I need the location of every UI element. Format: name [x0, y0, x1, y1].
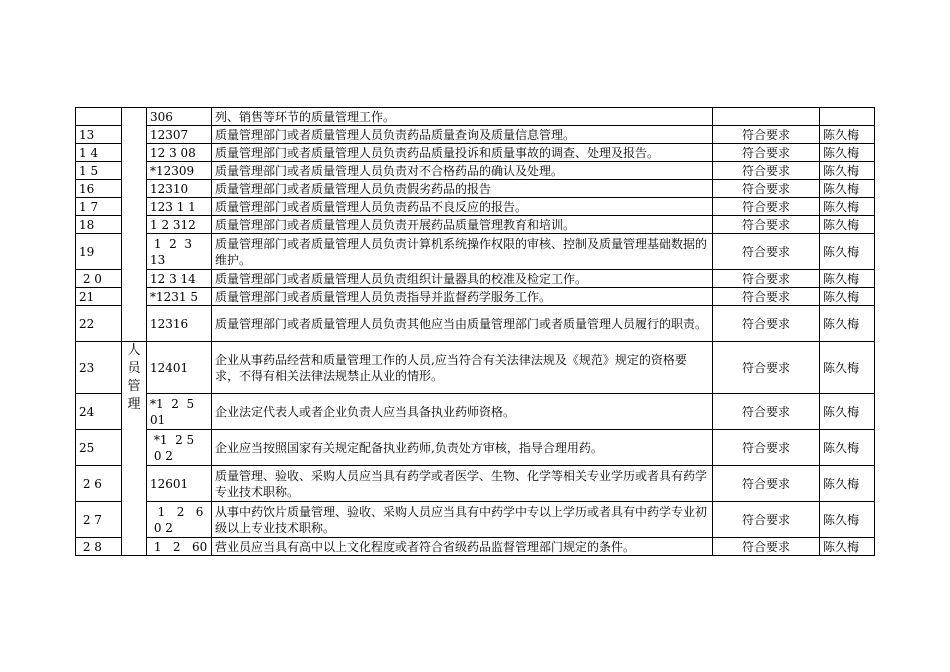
- row-number: 24: [76, 394, 122, 430]
- clause-code: 12316: [147, 306, 212, 342]
- table-row: [76, 394, 875, 430]
- check-result: 符合要求: [713, 430, 820, 466]
- clause-code: *12309: [147, 162, 212, 180]
- clause-description: 企业从事药品经营和质量管理工作的人员,应当符合有关法律法规及《规范》规定的资格要求，不得有相关法律法规禁止从业的情形。: [212, 342, 713, 394]
- check-result: 符合要求: [713, 198, 820, 216]
- table-row: [76, 234, 875, 270]
- inspector-name: 陈久梅: [820, 466, 875, 502]
- check-result: 符合要求: [713, 180, 820, 198]
- clause-code: 12401: [147, 342, 212, 394]
- clause-code: 12601: [147, 466, 212, 502]
- check-result: 符合要求: [713, 162, 820, 180]
- clause-code: 1 2 60: [147, 538, 212, 556]
- table-row: [76, 288, 875, 306]
- clause-code: *1231 5: [147, 288, 212, 306]
- clause-code: 12 3 14: [147, 270, 212, 288]
- table-row: [76, 466, 875, 502]
- row-number: 13: [76, 126, 122, 144]
- clause-code: 1 2 3 13: [147, 234, 212, 270]
- check-result: 符合要求: [713, 306, 820, 342]
- check-result: 符合要求: [713, 234, 820, 270]
- row-number: 25: [76, 430, 122, 466]
- table-row: [76, 342, 875, 394]
- row-number: 22: [76, 306, 122, 342]
- row-number: 1 4: [76, 144, 122, 162]
- inspector-name: 陈久梅: [820, 502, 875, 538]
- clause-code: 1 2 312: [147, 216, 212, 234]
- clause-description: 从事中药饮片质量管理、验收、采购人员应当具有中药学中专以上学历或者具有中药学专业初级以上专业技术职称。: [212, 502, 713, 538]
- inspector-name: 陈久梅: [820, 288, 875, 306]
- clause-code: *1 2 5 0 2: [147, 430, 212, 466]
- table-row: [76, 306, 875, 342]
- check-result: 符合要求: [713, 216, 820, 234]
- table-row: [76, 162, 875, 180]
- row-number: 2 7: [76, 502, 122, 538]
- clause-code: 306: [147, 108, 212, 126]
- table-row: [76, 216, 875, 234]
- row-number: 1 7: [76, 198, 122, 216]
- row-number: 2 8: [76, 538, 122, 556]
- clause-description: 质量管理部门或者质量管理人员负责其他应当由质量管理部门或者质量管理人员履行的职责。: [212, 306, 713, 342]
- row-number: 1 5: [76, 162, 122, 180]
- check-result: 符合要求: [713, 270, 820, 288]
- inspector-name: 陈久梅: [820, 162, 875, 180]
- clause-code: *1 2 5 01: [147, 394, 212, 430]
- clause-code: 12307: [147, 126, 212, 144]
- clause-description: 质量管理部门或者质量管理人员负责药品不良反应的报告。: [212, 198, 713, 216]
- row-number: 16: [76, 180, 122, 198]
- inspector-name: 陈久梅: [820, 270, 875, 288]
- inspector-name: 陈久梅: [820, 538, 875, 556]
- inspector-name: 陈久梅: [820, 216, 875, 234]
- inspector-name: 陈久梅: [820, 180, 875, 198]
- row-number: 2 0: [76, 270, 122, 288]
- check-result: 符合要求: [713, 394, 820, 430]
- check-result: 符合要求: [713, 538, 820, 556]
- clause-code: 12310: [147, 180, 212, 198]
- table-row: [76, 502, 875, 538]
- inspector-name: 陈久梅: [820, 126, 875, 144]
- row-number: [76, 108, 122, 126]
- row-number: 23: [76, 342, 122, 394]
- clause-description: 质量管理部门或者质量管理人员负责对不合格药品的确认及处理。: [212, 162, 713, 180]
- inspector-name: 陈久梅: [820, 430, 875, 466]
- check-result: [713, 108, 820, 126]
- row-number: 2 6: [76, 466, 122, 502]
- inspector-name: 陈久梅: [820, 198, 875, 216]
- clause-description: 质量管理部门或者质量管理人员负责假劣药品的报告: [212, 180, 713, 198]
- category-cell-blank: [122, 108, 147, 342]
- clause-description: 企业法定代表人或者企业负责人应当具备执业药师资格。: [212, 394, 713, 430]
- clause-description: 质量管理部门或者质量管理人员负责药品质量查询及质量信息管理。: [212, 126, 713, 144]
- row-number: 21: [76, 288, 122, 306]
- row-number: 19: [76, 234, 122, 270]
- inspector-name: 陈久梅: [820, 306, 875, 342]
- table-row: [76, 126, 875, 144]
- clause-code: 123 1 1: [147, 198, 212, 216]
- clause-description: 列、销售等环节的质量管理工作。: [212, 108, 713, 126]
- table-row: [76, 108, 875, 126]
- category-label: 人 员 管 理: [122, 342, 147, 556]
- check-result: 符合要求: [713, 466, 820, 502]
- clause-description: 营业员应当具有高中以上文化程度或者符合省级药品监督管理部门规定的条件。: [212, 538, 713, 556]
- inspector-name: 陈久梅: [820, 342, 875, 394]
- table-row: [76, 198, 875, 216]
- inspector-name: 陈久梅: [820, 394, 875, 430]
- table-row: [76, 538, 875, 556]
- check-result: 符合要求: [713, 342, 820, 394]
- inspector-name: [820, 108, 875, 126]
- clause-description: 企业应当按照国家有关规定配备执业药师,负责处方审核，指导合理用药。: [212, 430, 713, 466]
- table-row: [76, 144, 875, 162]
- clause-code: 12 3 08: [147, 144, 212, 162]
- clause-code: 1 2 6 0 2: [147, 502, 212, 538]
- check-result: 符合要求: [713, 126, 820, 144]
- check-result: 符合要求: [713, 144, 820, 162]
- table-row: [76, 270, 875, 288]
- table-body: [76, 108, 875, 556]
- row-number: 18: [76, 216, 122, 234]
- clause-description: 质量管理、验收、采购人员应当具有药学或者医学、生物、化学等相关专业学历或者具有药学专业技术职称。: [212, 466, 713, 502]
- clause-description: 质量管理部门或者质量管理人员负责指导并监督药学服务工作。: [212, 288, 713, 306]
- clause-description: 质量管理部门或者质量管理人员负责开展药品质量管理教育和培训。: [212, 216, 713, 234]
- clause-description: 质量管理部门或者质量管理人员负责组织计量器具的校准及检定工作。: [212, 270, 713, 288]
- clause-description: 质量管理部门或者质量管理人员负责计算机系统操作权限的审核、控制及质量管理基础数据的维护。: [212, 234, 713, 270]
- check-result: 符合要求: [713, 288, 820, 306]
- inspection-table: [75, 107, 875, 556]
- table-row: [76, 180, 875, 198]
- inspector-name: 陈久梅: [820, 144, 875, 162]
- check-result: 符合要求: [713, 502, 820, 538]
- table-row: [76, 430, 875, 466]
- clause-description: 质量管理部门或者质量管理人员负责药品质量投诉和质量事故的调查、处理及报告。: [212, 144, 713, 162]
- inspector-name: 陈久梅: [820, 234, 875, 270]
